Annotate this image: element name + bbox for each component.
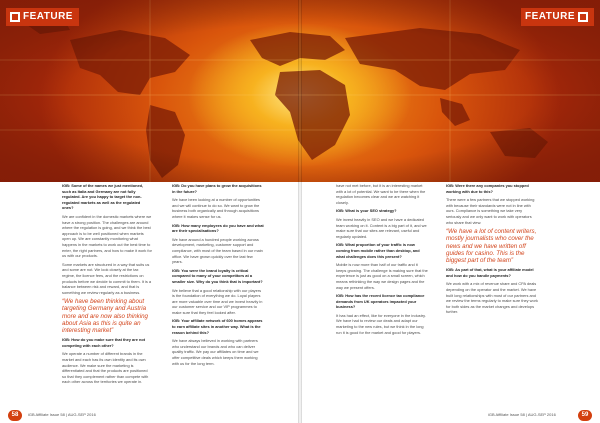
answer: We operate a number of different brands in the market and each has its own identity and its own audience. We make sure the marketing is differentiated and that the products are positioned so that they complement rather than compete with each other across the territories we operate in. [62,351,149,385]
answer: It has had an effect, like for everyone in the industry. We have had to review our deals and adapt our marketing to the new rules, but we think in the long run it is good for the market and good for players. [336,312,426,335]
footer-issue-right: iGB Affiliate Issue 58 | AUG-SEP 2016 [488,412,556,417]
feature-label-left [6,8,79,26]
right-page [302,183,600,409]
answer: Some markets are structured in a way that suits us and some are not. We look closely at the tax regime, the licence fees, and the restrictions on products before we decide to commit to them. It is a balance between risk and reward, and that is something we review regularly as a business. [62,261,152,295]
question: IGB: How do you make sure that they are not competing with each other? [62,337,146,348]
left-page-column-1 [62,183,152,388]
question: IGB: Your affiliate network of 600 homes appears to earn affiliate sites in another way. What is the reason behind this? [172,318,263,335]
feature-label-text: FEATURE [23,11,73,22]
footer-issue-left: iGB Affiliate Issue 58 | AUG-SEP 2016 [28,412,96,417]
answer: Mobile is now more than half of our traffic and it keeps growing. The challenge is making sure that the experience is just as good on a small screen, which means rethinking the way we design pages and the way we present offers. [336,262,428,290]
question: IGB: You were the brand loyalty is critical compared to many of your competitors at a smaller size. Why do you think that is important? [172,267,263,284]
question: IGB: Do you have plans to grow the acquisitions in the future? [172,183,262,194]
answer: We work with a mix of revenue share and CPA deals depending on the operator and the market. We have built long relationships with most of our partners and we review the terms regularly to make sure they work for both sides as the market changes and develops further. [446,281,538,315]
question: IGB: Were there any companies you stopped working with due to this? [446,183,529,194]
left-page [0,183,298,409]
question: IGB: How has the recent licence tax compliance demands from UK operators impacted your business? [336,293,425,310]
pull-quote: “We have a lot of content writers, mostly journalists who cover the news and we have written off guides for casino. This is the biggest part of the team” [446,228,537,264]
page-gutter [298,0,302,423]
answer: We have been looking at a number of opportunities and we will continue to do so. We want to grow the business both organically and through acquisitions where it makes sense for us. [172,197,260,219]
pull-quote: “We have been thinking about targeting Germany and Austria more and are now also thinking about Asia as this is quite an interesting market” [62,298,148,335]
question: IGB: How many employees do you have and what are their specialisations? [172,222,264,234]
answer: There were a few partners that we stopped working with because their standards were not in line with ours. Compliance is something we take very seriously and we only want to work with operators who share that view. [446,197,535,225]
section-marker-icon [10,12,20,22]
answer: We have always believed in working with partners who understand our brands and who can deliver quality traffic. We pay our affiliates on time and we offer competitive deals which keeps them working with us for the long term. [172,338,259,366]
answer: We are confident in the domestic markets where we have a strong position. The challenges are around where the regulation is going, and we think the best approach is to be well positioned when markets open up. We are constantly monitoring what happens in the markets to work out the best time to enter, the right partners, and how to make it work for us with our products. [62,213,152,259]
page-number-left: 58 [8,410,22,421]
right-page-column-2 [446,183,538,318]
question: IGB: Some of the names we just mentioned, such as Italia and Germany are not fully regulated. Are you happy to target the non-regulated markets as well as the regulated ones? [62,183,144,211]
section-marker-icon [578,12,588,22]
feature-label-text: FEATURE [525,11,575,22]
answer: We invest heavily in SEO and we have a dedicated team working on it. Content is a big part of it, and we make sure that our sites are relevant, useful and regularly updated. [336,216,427,239]
footer [0,410,600,423]
question: IGB: What is your SEO strategy? [336,208,397,214]
feature-label-right [521,8,594,26]
answer: We have around a hundred people working across development, marketing, customer support and compliance, with most of the team based in our main office. We have grown quickly over the last few years. [172,236,263,265]
question: IGB: What proportion of your traffic is now coming from mobile rather than desktop, and what challenges does this present? [336,242,420,259]
answer: We believe that a good relationship with our players is the foundation of everything we do. Loyal players are more valuable over time and we invest heavily in our customer service and our VIP programmes to make sure that they feel looked after. [172,287,263,315]
right-page-column-1 [336,183,428,338]
question: IGB: As part of that, what is your affiliate model and how do you handle payments? [446,267,534,278]
left-page-column-2 [172,183,264,369]
page-number-right: 59 [578,410,592,421]
answer: have not met before, but it is an interesting market with a lot of potential. We want to be there when the regulation becomes clear and we are watching it closely. [336,183,426,205]
